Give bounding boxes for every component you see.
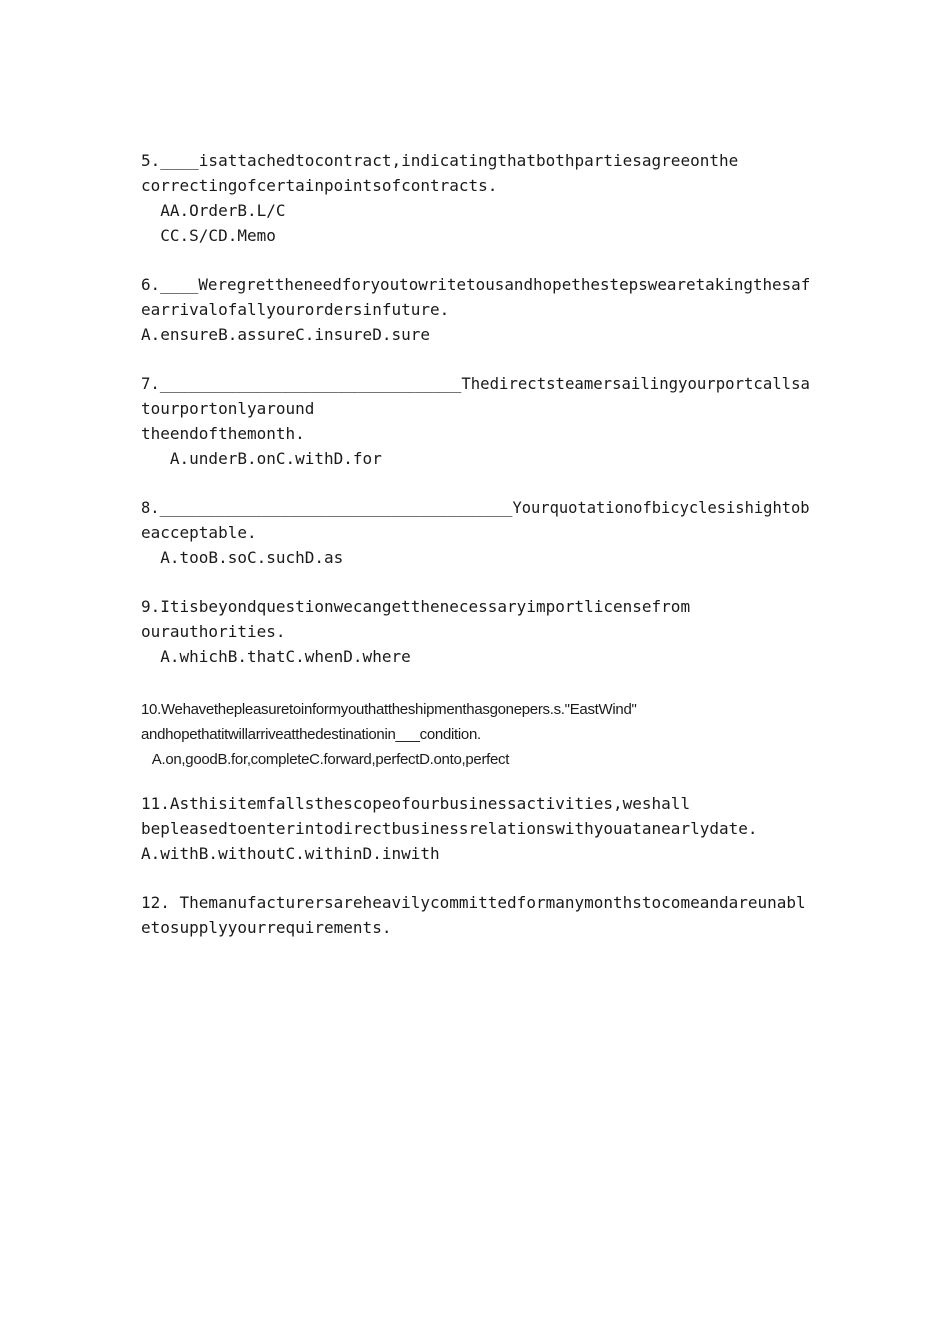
question-8-line-2: eacceptable. [141, 523, 257, 542]
question-12-line-2: etosupplyyourrequirements. [141, 918, 392, 937]
question-12-line-1: 12. Themanufacturersareheavilycommittedformanymonthstocomeandareunabl [141, 893, 806, 912]
question-9-line-1: 9.Itisbeyondquestionwecangetthenecessaryimportlicensefrom [141, 597, 691, 616]
question-10-options: A.on,goodB.for,completeC.forward,perfectD.onto,perfect [141, 751, 510, 768]
question-10-line-2: andhopethatitwillarriveatthedestinationin___condition. [141, 726, 481, 743]
question-9-options: A.whichB.thatC.whenD.where [141, 647, 411, 666]
question-11-line-2: bepleasedtoenterintodirectbusinessrelationswithyouatanearlydate. [141, 819, 758, 838]
question-9-line-2: ourauthorities. [141, 622, 286, 641]
question-7-options: A.underB.onC.withD.for [141, 449, 382, 468]
question-8-line-1: 8.______________________________________Yourquotationofbicyclesishightob [141, 498, 810, 517]
question-6-options: A.ensureB.assureC.insureD.sure [141, 325, 430, 344]
question-7-line-1: 7.________________________________Thedirectsteamersailingyourportcallsa [141, 374, 810, 393]
question-11-options: A.withB.withoutC.withinD.inwith [141, 844, 440, 863]
question-5-options-a-b: AA.OrderB.L/C [141, 201, 286, 220]
question-5-line-1: 5.____isattachedtocontract,indicatingthatbothpartiesagreeonthe [141, 151, 739, 170]
question-5-line-2: correctingofcertainpointsofcontracts. [141, 176, 498, 195]
question-11-line-1: 11.Asthisitemfallsthescopeofourbusinessactivities,weshall [141, 794, 691, 813]
question-5-options-c-d: CC.S/CD.Memo [141, 226, 276, 245]
question-8-options: A.tooB.soC.suchD.as [141, 548, 344, 567]
question-10-line-1: 10.Wehavethepleasuretoinformyouthattheshipmenthasgonepers.s."EastWind" [141, 701, 637, 718]
question-6-line-1: 6.____Weregrettheneedforyoutowritetousandhopethestepswearetakingthesaf [141, 275, 811, 294]
question-7-line-3: theendofthemonth. [141, 424, 305, 443]
question-7-line-2: tourportonlyaround [141, 399, 315, 418]
question-6-line-2: earrivalofallyourordersinfuture. [141, 300, 450, 319]
